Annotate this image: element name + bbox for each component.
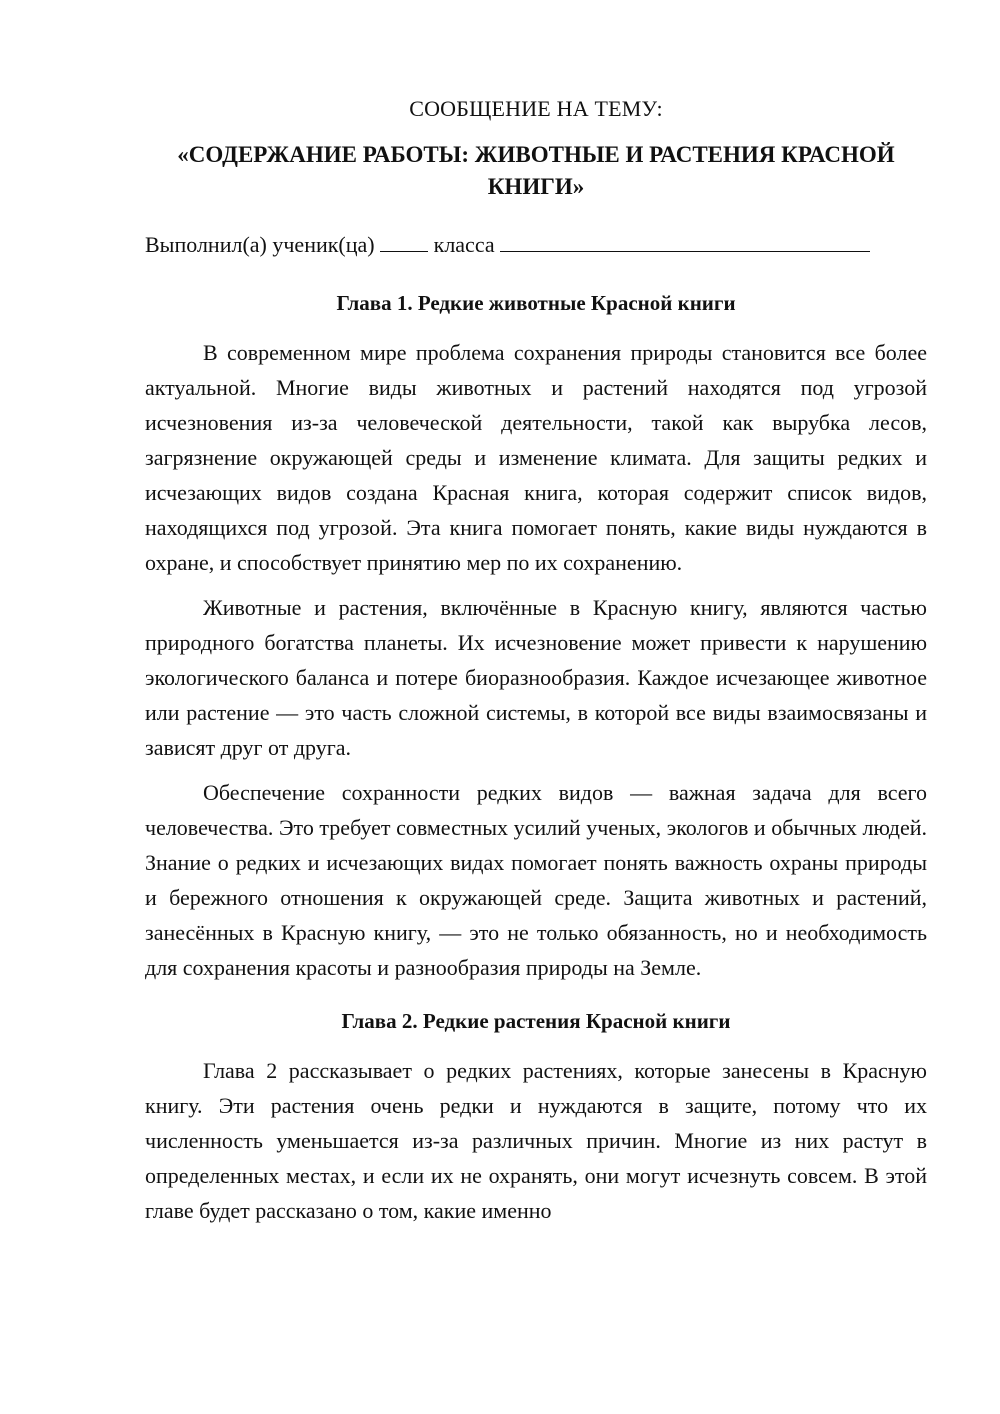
chapter-1-paragraph: В современном мире проблема сохранения природы становится все более актуальной. Многие виды животных и растений находятся под угрозой исчезновения из-за человеческой деятельности, такой как вырубка лесов, загрязнение окружающей среды и изменение климата. Для защиты редких и исчезающих видов создана Красная книга, которая содержит список видов, находящихся под угрозой. Эта книга помогает понять, какие виды нуждаются в охране, и способствует принятию мер по их сохранению. (145, 340, 927, 575)
class-blank-field[interactable] (380, 231, 428, 252)
chapter-1-paragraph: Обеспечение сохранности редких видов — важная задача для всего человечества. Это требует совместных усилий ученых, экологов и обычных людей. Знание о редких и исчезающих видах помогает понять важность охраны природы и бережного отношения к окружающей среде. Защита животных и растений, занесённых в Красную книгу, — это не только обязанность, но и необходимость для сохранения красоты и разнообразия природы на Земле. (145, 780, 927, 980)
name-blank-field[interactable] (500, 231, 870, 252)
author-line (145, 229, 927, 261)
author-middle: класса (433, 232, 495, 257)
chapter-1-paragraph: Животные и растения, включённые в Красную книгу, являются частью природного богатства планеты. Их исчезновение может привести к нарушению экологического баланса и потере биоразнообразия. Каждое исчезающее животное или растение — это часть сложной системы, в которой все виды взаимосвязаны и зависят друг от друга. (145, 595, 927, 760)
author-prefix: Выполнил(а) ученик(ца) (145, 232, 375, 257)
document-kicker: СООБЩЕНИЕ НА ТЕМУ: (409, 96, 663, 121)
chapter-2-paragraph: Глава 2 рассказывает о редких растениях, которые занесены в Красную книгу. Эти растения очень редки и нуждаются в защите, потому что их численность уменьшается из-за различных причин. Многие из них растут в определенных местах, и если их не охранять, они могут исчезнуть совсем. В этой главе будет рассказано о том, какие именно (145, 1058, 927, 1223)
chapter-2-title: Глава 2. Редкие растения Красной книги (341, 1009, 731, 1033)
document-title: «СОДЕРЖАНИЕ РАБОТЫ: ЖИВОТНЫЕ И РАСТЕНИЯ КРАСНОЙ КНИГИ» (177, 142, 895, 199)
chapter-1-title: Глава 1. Редкие животные Красной книги (336, 291, 736, 315)
